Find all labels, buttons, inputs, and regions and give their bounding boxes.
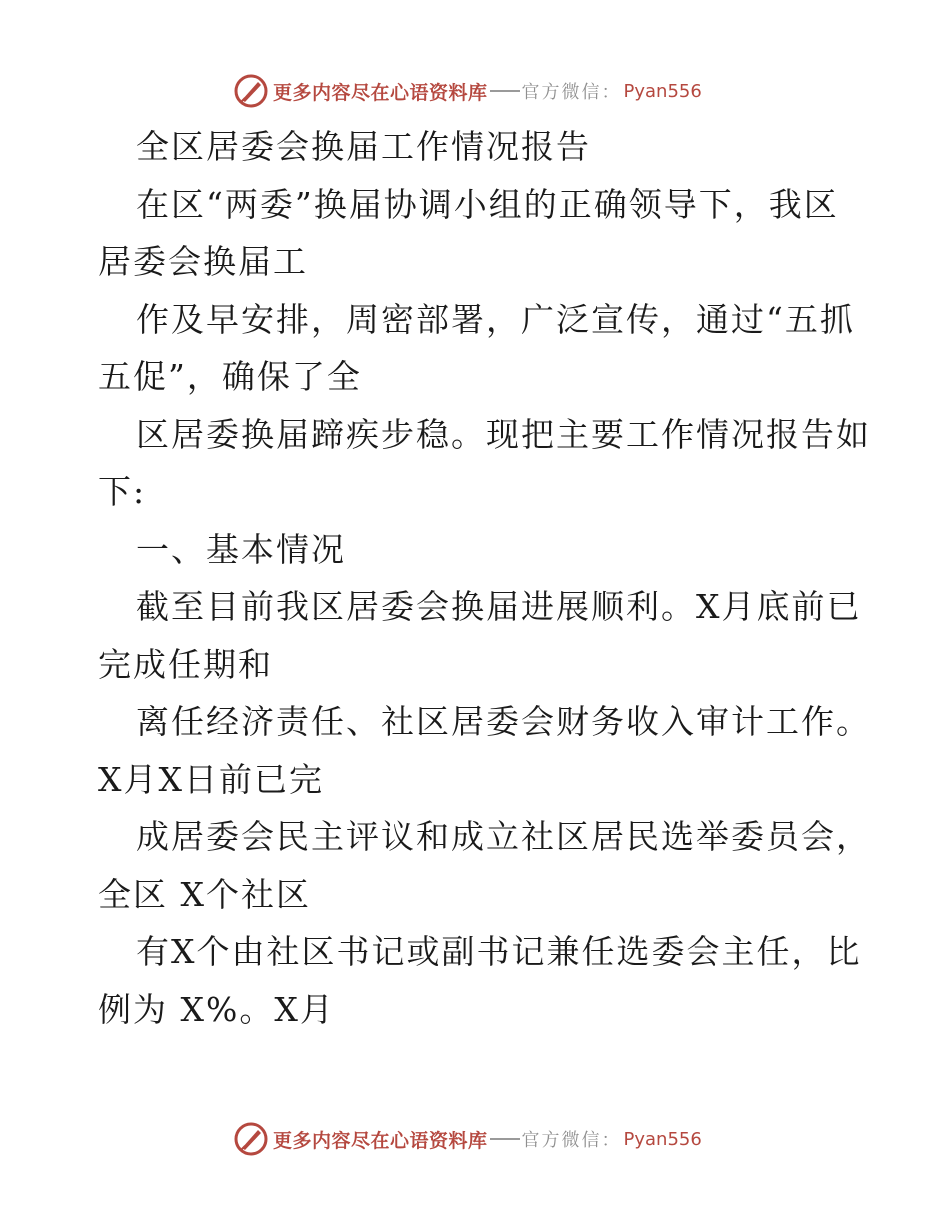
text-line: 离任经济责任、社区居委会财务收入审计工作。 xyxy=(136,702,871,741)
header-label: 官方微信： xyxy=(521,82,622,103)
header-brand: 更多内容尽在心语资料库 xyxy=(273,81,488,104)
text-line: 成居委会民主评议和成立社区居民选举委员会， xyxy=(136,817,871,856)
footer-wechat: Pyan556 xyxy=(623,1128,702,1150)
footer-dash xyxy=(490,1138,520,1140)
text-line: 在区“两委”换届协调小组的正确领导下，我区 xyxy=(136,184,839,224)
text-line: 有X个由社区书记或副书记兼任选委会主任，比 xyxy=(136,932,862,971)
footer-brand: 更多内容尽在心语资料库 xyxy=(273,1129,488,1152)
footer-label: 官方微信： xyxy=(521,1130,622,1151)
header-watermark xyxy=(233,71,702,111)
text-line: 完成任期和 xyxy=(98,644,273,684)
text-line: 作及早安排，周密部署，广泛宣传，通过“五抓 xyxy=(136,299,855,339)
text-line: 五促”，确保了全 xyxy=(98,357,362,396)
text-line: 一、基本情况 xyxy=(136,529,346,569)
body-text xyxy=(98,118,871,1038)
text-line: 例为 X%。X月 xyxy=(98,989,335,1029)
text-line: 区居委换届蹄疾步稳。现把主要工作情况报告如 xyxy=(136,414,871,454)
text-line: 全区居委会换届工作情况报告 xyxy=(136,127,591,166)
text-line: X月X日前已完 xyxy=(98,759,324,799)
quill-logo-icon xyxy=(233,1121,269,1157)
quill-logo-icon xyxy=(233,73,269,109)
text-line: 全区 X个社区 xyxy=(98,874,311,914)
header-wechat: Pyan556 xyxy=(623,80,702,102)
text-line: 截至目前我区居委会换届进展顺利。X月底前已 xyxy=(136,587,862,626)
header-dash xyxy=(490,90,520,92)
text-line: 下: xyxy=(98,472,147,511)
text-line: 居委会换届工 xyxy=(98,242,308,281)
footer-watermark xyxy=(233,1119,702,1159)
